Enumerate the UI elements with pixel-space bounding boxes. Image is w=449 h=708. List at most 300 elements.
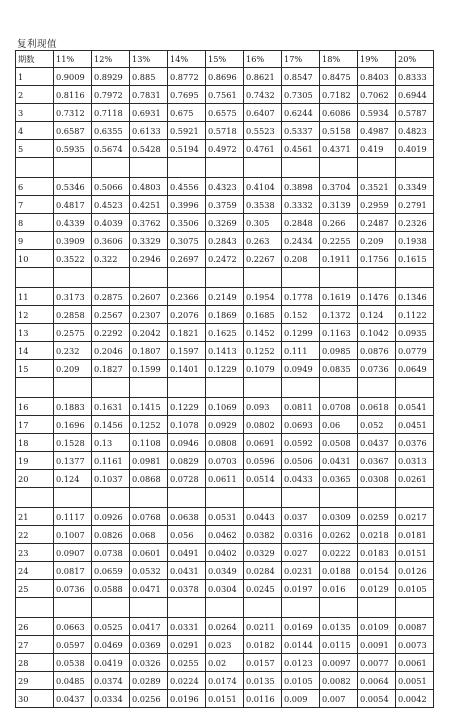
factor-cell: 0.3139 — [320, 196, 358, 214]
factor-cell: 0.1696 — [54, 416, 92, 434]
empty-cell — [54, 598, 92, 618]
factor-cell: 0.1778 — [282, 288, 320, 306]
rate-header: 12% — [92, 51, 130, 68]
empty-cell — [396, 268, 434, 288]
factor-cell: 0.7695 — [168, 86, 206, 104]
empty-cell — [282, 488, 320, 508]
factor-cell: 0.0462 — [206, 526, 244, 544]
factor-cell: 0.0116 — [244, 690, 282, 708]
factor-cell: 0.0443 — [244, 508, 282, 526]
factor-cell: 0.6944 — [396, 86, 434, 104]
factor-cell: 0.1007 — [54, 526, 92, 544]
empty-cell — [130, 598, 168, 618]
period-cell: 5 — [16, 140, 54, 158]
factor-cell: 0.0188 — [320, 562, 358, 580]
factor-cell: 0.1597 — [168, 342, 206, 360]
factor-cell: 0.0291 — [168, 636, 206, 654]
factor-cell: 0.1117 — [54, 508, 92, 526]
factor-cell: 0.0471 — [130, 580, 168, 598]
factor-cell: 0.0109 — [358, 618, 396, 636]
table-row — [16, 86, 434, 104]
factor-cell: 0.1415 — [130, 398, 168, 416]
empty-cell — [92, 268, 130, 288]
rate-header: 16% — [244, 51, 282, 68]
empty-cell — [16, 598, 54, 618]
period-cell: 21 — [16, 508, 54, 526]
factor-cell: 0.0051 — [396, 672, 434, 690]
factor-cell: 0.1821 — [168, 324, 206, 342]
factor-cell: 0.7305 — [282, 86, 320, 104]
factor-cell: 0.3762 — [130, 214, 168, 232]
period-cell: 25 — [16, 580, 54, 598]
factor-cell: 0.2434 — [282, 232, 320, 250]
factor-cell: 0.322 — [92, 250, 130, 268]
period-cell: 7 — [16, 196, 54, 214]
factor-cell: 0.6575 — [206, 104, 244, 122]
empty-cell — [16, 488, 54, 508]
factor-cell: 0.0157 — [244, 654, 282, 672]
factor-cell: 0.0329 — [244, 544, 282, 562]
factor-cell: 0.0659 — [92, 562, 130, 580]
factor-cell: 0.0082 — [320, 672, 358, 690]
factor-cell: 0.4523 — [92, 196, 130, 214]
empty-cell — [92, 488, 130, 508]
factor-cell: 0.6244 — [282, 104, 320, 122]
factor-cell: 0.1069 — [206, 398, 244, 416]
factor-cell: 0.1827 — [92, 360, 130, 378]
factor-cell: 0.0532 — [130, 562, 168, 580]
factor-cell: 0.2326 — [396, 214, 434, 232]
factor-cell: 0.3704 — [320, 178, 358, 196]
factor-cell: 0.13 — [92, 434, 130, 452]
factor-cell: 0.5674 — [92, 140, 130, 158]
empty-cell — [244, 488, 282, 508]
empty-cell — [54, 488, 92, 508]
factor-cell: 0.0091 — [358, 636, 396, 654]
factor-cell: 0.1807 — [130, 342, 168, 360]
factor-cell: 0.0218 — [358, 526, 396, 544]
factor-cell: 0.0433 — [282, 470, 320, 488]
empty-cell — [168, 268, 206, 288]
factor-cell: 0.2042 — [130, 324, 168, 342]
factor-cell: 0.2791 — [396, 196, 434, 214]
factor-cell: 0.2292 — [92, 324, 130, 342]
empty-cell — [54, 268, 92, 288]
rate-header: 11% — [54, 51, 92, 68]
factor-cell: 0.419 — [358, 140, 396, 158]
factor-cell: 0.0592 — [282, 434, 320, 452]
factor-cell: 0.6407 — [244, 104, 282, 122]
empty-cell — [244, 268, 282, 288]
table-row — [16, 288, 434, 306]
factor-cell: 0.0531 — [206, 508, 244, 526]
empty-cell — [54, 158, 92, 178]
factor-cell: 0.0728 — [168, 470, 206, 488]
factor-cell: 0.5194 — [168, 140, 206, 158]
factor-cell: 0.2149 — [206, 288, 244, 306]
factor-cell: 0.0663 — [54, 618, 92, 636]
factor-cell: 0.3506 — [168, 214, 206, 232]
factor-cell: 0.0262 — [320, 526, 358, 544]
factor-cell: 0.0151 — [206, 690, 244, 708]
factor-cell: 0.0231 — [282, 562, 320, 580]
factor-cell: 0.0309 — [320, 508, 358, 526]
factor-cell: 0.0181 — [396, 526, 434, 544]
factor-cell: 0.3898 — [282, 178, 320, 196]
factor-cell: 0.3522 — [54, 250, 92, 268]
factor-cell: 0.0174 — [206, 672, 244, 690]
table-row — [16, 324, 434, 342]
factor-cell: 0.0817 — [54, 562, 92, 580]
factor-cell: 0.7972 — [92, 86, 130, 104]
empty-cell — [244, 378, 282, 398]
factor-cell: 0.1938 — [396, 232, 434, 250]
factor-cell: 0.5158 — [320, 122, 358, 140]
factor-cell: 0.0264 — [206, 618, 244, 636]
header-row — [16, 51, 434, 68]
factor-cell: 0.2307 — [130, 306, 168, 324]
factor-cell: 0.0514 — [244, 470, 282, 488]
factor-cell: 0.2567 — [92, 306, 130, 324]
rate-header: 13% — [130, 51, 168, 68]
factor-cell: 0.2487 — [358, 214, 396, 232]
factor-cell: 0.0144 — [282, 636, 320, 654]
factor-cell: 0.4251 — [130, 196, 168, 214]
factor-cell: 0.0183 — [358, 544, 396, 562]
factor-cell: 0.4323 — [206, 178, 244, 196]
factor-cell: 0.0926 — [92, 508, 130, 526]
factor-cell: 0.124 — [358, 306, 396, 324]
factor-cell: 0.0417 — [130, 618, 168, 636]
factor-cell: 0.0437 — [54, 690, 92, 708]
table-row — [16, 580, 434, 598]
period-cell: 2 — [16, 86, 54, 104]
spacer-row — [16, 158, 434, 178]
factor-cell: 0.3606 — [92, 232, 130, 250]
factor-cell: 0.1599 — [130, 360, 168, 378]
factor-cell: 0.1163 — [320, 324, 358, 342]
factor-cell: 0.037 — [282, 508, 320, 526]
factor-cell: 0.4556 — [168, 178, 206, 196]
empty-cell — [206, 598, 244, 618]
factor-cell: 0.0313 — [396, 452, 434, 470]
rate-header: 18% — [320, 51, 358, 68]
factor-cell: 0.0073 — [396, 636, 434, 654]
factor-cell: 0.0736 — [358, 360, 396, 378]
table-row — [16, 690, 434, 708]
period-cell: 29 — [16, 672, 54, 690]
factor-cell: 0.0365 — [320, 470, 358, 488]
factor-cell: 0.305 — [244, 214, 282, 232]
factor-cell: 0.0835 — [320, 360, 358, 378]
factor-cell: 0.0431 — [168, 562, 206, 580]
factor-cell: 0.2858 — [54, 306, 92, 324]
period-cell: 12 — [16, 306, 54, 324]
factor-cell: 0.0061 — [396, 654, 434, 672]
factor-cell: 0.675 — [168, 104, 206, 122]
factor-cell: 0.0929 — [206, 416, 244, 434]
factor-cell: 0.0618 — [358, 398, 396, 416]
empty-cell — [16, 378, 54, 398]
factor-cell: 0.0907 — [54, 544, 92, 562]
factor-cell: 0.0779 — [396, 342, 434, 360]
factor-cell: 0.0151 — [396, 544, 434, 562]
factor-cell: 0.2697 — [168, 250, 206, 268]
factor-cell: 0.2959 — [358, 196, 396, 214]
table-row — [16, 452, 434, 470]
factor-cell: 0.0197 — [282, 580, 320, 598]
factor-cell: 0.0596 — [244, 452, 282, 470]
factor-cell: 0.052 — [358, 416, 396, 434]
factor-cell: 0.3538 — [244, 196, 282, 214]
factor-cell: 0.0105 — [282, 672, 320, 690]
period-cell: 10 — [16, 250, 54, 268]
table-row — [16, 526, 434, 544]
period-cell: 11 — [16, 288, 54, 306]
factor-cell: 0.0506 — [282, 452, 320, 470]
table-row — [16, 672, 434, 690]
factor-cell: 0.0469 — [92, 636, 130, 654]
factor-cell: 0.8929 — [92, 68, 130, 86]
empty-cell — [130, 158, 168, 178]
factor-cell: 0.5523 — [244, 122, 282, 140]
empty-cell — [206, 488, 244, 508]
factor-cell: 0.0334 — [92, 690, 130, 708]
period-cell: 28 — [16, 654, 54, 672]
factor-cell: 0.1078 — [168, 416, 206, 434]
factor-cell: 0.124 — [54, 470, 92, 488]
table-row — [16, 398, 434, 416]
period-cell: 20 — [16, 470, 54, 488]
period-header: 期数 — [16, 51, 54, 68]
period-cell: 1 — [16, 68, 54, 86]
empty-cell — [130, 488, 168, 508]
factor-cell: 0.0087 — [396, 618, 434, 636]
period-cell: 17 — [16, 416, 54, 434]
table-row — [16, 196, 434, 214]
factor-cell: 0.0708 — [320, 398, 358, 416]
factor-cell: 0.06 — [320, 416, 358, 434]
factor-cell: 0.023 — [206, 636, 244, 654]
empty-cell — [244, 598, 282, 618]
empty-cell — [16, 268, 54, 288]
factor-cell: 0.5337 — [282, 122, 320, 140]
factor-cell: 0.0768 — [130, 508, 168, 526]
factor-cell: 0.5787 — [396, 104, 434, 122]
factor-cell: 0.6355 — [92, 122, 130, 140]
factor-cell: 0.4371 — [320, 140, 358, 158]
factor-cell: 0.1883 — [54, 398, 92, 416]
factor-cell: 0.0284 — [244, 562, 282, 580]
factor-cell: 0.4803 — [130, 178, 168, 196]
factor-cell: 0.0738 — [92, 544, 130, 562]
factor-cell: 0.2946 — [130, 250, 168, 268]
factor-cell: 0.0378 — [168, 580, 206, 598]
factor-cell: 0.0135 — [244, 672, 282, 690]
factor-cell: 0.8333 — [396, 68, 434, 86]
factor-cell: 0.0289 — [130, 672, 168, 690]
empty-cell — [358, 488, 396, 508]
factor-cell: 0.8116 — [54, 86, 92, 104]
factor-cell: 0.1456 — [92, 416, 130, 434]
factor-cell: 0.0691 — [244, 434, 282, 452]
factor-cell: 0.0256 — [130, 690, 168, 708]
factor-cell: 0.1229 — [206, 360, 244, 378]
rate-header: 17% — [282, 51, 320, 68]
empty-cell — [130, 378, 168, 398]
table-row — [16, 618, 434, 636]
empty-cell — [282, 598, 320, 618]
factor-cell: 0.0054 — [358, 690, 396, 708]
factor-cell: 0.0261 — [396, 470, 434, 488]
factor-cell: 0.009 — [282, 690, 320, 708]
factor-cell: 0.0129 — [358, 580, 396, 598]
factor-cell: 0.6133 — [130, 122, 168, 140]
factor-cell: 0.0374 — [92, 672, 130, 690]
factor-cell: 0.6587 — [54, 122, 92, 140]
factor-cell: 0.0437 — [358, 434, 396, 452]
factor-cell: 0.2575 — [54, 324, 92, 342]
factor-cell: 0.0946 — [168, 434, 206, 452]
factor-cell: 0.0811 — [282, 398, 320, 416]
period-cell: 23 — [16, 544, 54, 562]
period-cell: 14 — [16, 342, 54, 360]
factor-cell: 0.007 — [320, 690, 358, 708]
factor-cell: 0.4761 — [244, 140, 282, 158]
empty-cell — [168, 378, 206, 398]
factor-cell: 0.0402 — [206, 544, 244, 562]
factor-cell: 0.0304 — [206, 580, 244, 598]
factor-cell: 0.1346 — [396, 288, 434, 306]
factor-cell: 0.0326 — [130, 654, 168, 672]
factor-cell: 0.232 — [54, 342, 92, 360]
period-cell: 26 — [16, 618, 54, 636]
factor-cell: 0.0135 — [320, 618, 358, 636]
factor-cell: 0.8772 — [168, 68, 206, 86]
factor-cell: 0.0382 — [244, 526, 282, 544]
factor-cell: 0.5921 — [168, 122, 206, 140]
factor-cell: 0.1756 — [358, 250, 396, 268]
empty-cell — [358, 598, 396, 618]
empty-cell — [358, 158, 396, 178]
factor-cell: 0.0042 — [396, 690, 434, 708]
factor-cell: 0.056 — [168, 526, 206, 544]
factor-cell: 0.068 — [130, 526, 168, 544]
factor-cell: 0.0154 — [358, 562, 396, 580]
factor-cell: 0.6931 — [130, 104, 168, 122]
factor-cell: 0.1252 — [244, 342, 282, 360]
period-cell: 24 — [16, 562, 54, 580]
factor-cell: 0.1476 — [358, 288, 396, 306]
factor-cell: 0.2848 — [282, 214, 320, 232]
factor-cell: 0.0508 — [320, 434, 358, 452]
table-row — [16, 214, 434, 232]
spacer-row — [16, 598, 434, 618]
factor-cell: 0.0217 — [396, 508, 434, 526]
empty-cell — [168, 598, 206, 618]
factor-cell: 0.0802 — [244, 416, 282, 434]
factor-cell: 0.0451 — [396, 416, 434, 434]
factor-cell: 0.3909 — [54, 232, 92, 250]
factor-cell: 0.1954 — [244, 288, 282, 306]
empty-cell — [54, 378, 92, 398]
factor-cell: 0.1252 — [130, 416, 168, 434]
table-row — [16, 470, 434, 488]
factor-cell: 0.7561 — [206, 86, 244, 104]
factor-cell: 0.0949 — [282, 360, 320, 378]
factor-cell: 0.209 — [358, 232, 396, 250]
factor-cell: 0.5066 — [92, 178, 130, 196]
factor-cell: 0.0601 — [130, 544, 168, 562]
factor-cell: 0.3521 — [358, 178, 396, 196]
factor-cell: 0.3173 — [54, 288, 92, 306]
factor-cell: 0.0693 — [282, 416, 320, 434]
table-row — [16, 416, 434, 434]
factor-cell: 0.0935 — [396, 324, 434, 342]
factor-cell: 0.1413 — [206, 342, 244, 360]
empty-cell — [206, 268, 244, 288]
factor-cell: 0.1108 — [130, 434, 168, 452]
empty-cell — [206, 158, 244, 178]
empty-cell — [320, 598, 358, 618]
empty-cell — [320, 268, 358, 288]
table-row — [16, 342, 434, 360]
factor-cell: 0.0649 — [396, 360, 434, 378]
factor-cell: 0.0736 — [54, 580, 92, 598]
factor-cell: 0.1685 — [244, 306, 282, 324]
empty-cell — [358, 268, 396, 288]
empty-cell — [396, 598, 434, 618]
factor-cell: 0.4823 — [396, 122, 434, 140]
table-row — [16, 544, 434, 562]
table-row — [16, 68, 434, 86]
table-row — [16, 250, 434, 268]
factor-cell: 0.4561 — [282, 140, 320, 158]
factor-cell: 0.8696 — [206, 68, 244, 86]
factor-cell: 0.1079 — [244, 360, 282, 378]
factor-cell: 0.0316 — [282, 526, 320, 544]
factor-cell: 0.7831 — [130, 86, 168, 104]
spacer-row — [16, 488, 434, 508]
period-cell: 4 — [16, 122, 54, 140]
rate-header: 19% — [358, 51, 396, 68]
factor-cell: 0.02 — [206, 654, 244, 672]
factor-cell: 0.0123 — [282, 654, 320, 672]
factor-cell: 0.093 — [244, 398, 282, 416]
factor-cell: 0.0349 — [206, 562, 244, 580]
period-cell: 9 — [16, 232, 54, 250]
factor-cell: 0.0868 — [130, 470, 168, 488]
factor-cell: 0.3329 — [130, 232, 168, 250]
table-row — [16, 360, 434, 378]
factor-cell: 0.0597 — [54, 636, 92, 654]
factor-cell: 0.208 — [282, 250, 320, 268]
factor-cell: 0.1911 — [320, 250, 358, 268]
factor-cell: 0.0588 — [92, 580, 130, 598]
factor-cell: 0.2875 — [92, 288, 130, 306]
factor-cell: 0.0981 — [130, 452, 168, 470]
factor-cell: 0.0638 — [168, 508, 206, 526]
factor-cell: 0.5346 — [54, 178, 92, 196]
factor-cell: 0.3332 — [282, 196, 320, 214]
empty-cell — [244, 158, 282, 178]
factor-cell: 0.0222 — [320, 544, 358, 562]
period-cell: 27 — [16, 636, 54, 654]
period-cell: 15 — [16, 360, 54, 378]
factor-cell: 0.2046 — [92, 342, 130, 360]
period-cell: 19 — [16, 452, 54, 470]
factor-cell: 0.0245 — [244, 580, 282, 598]
